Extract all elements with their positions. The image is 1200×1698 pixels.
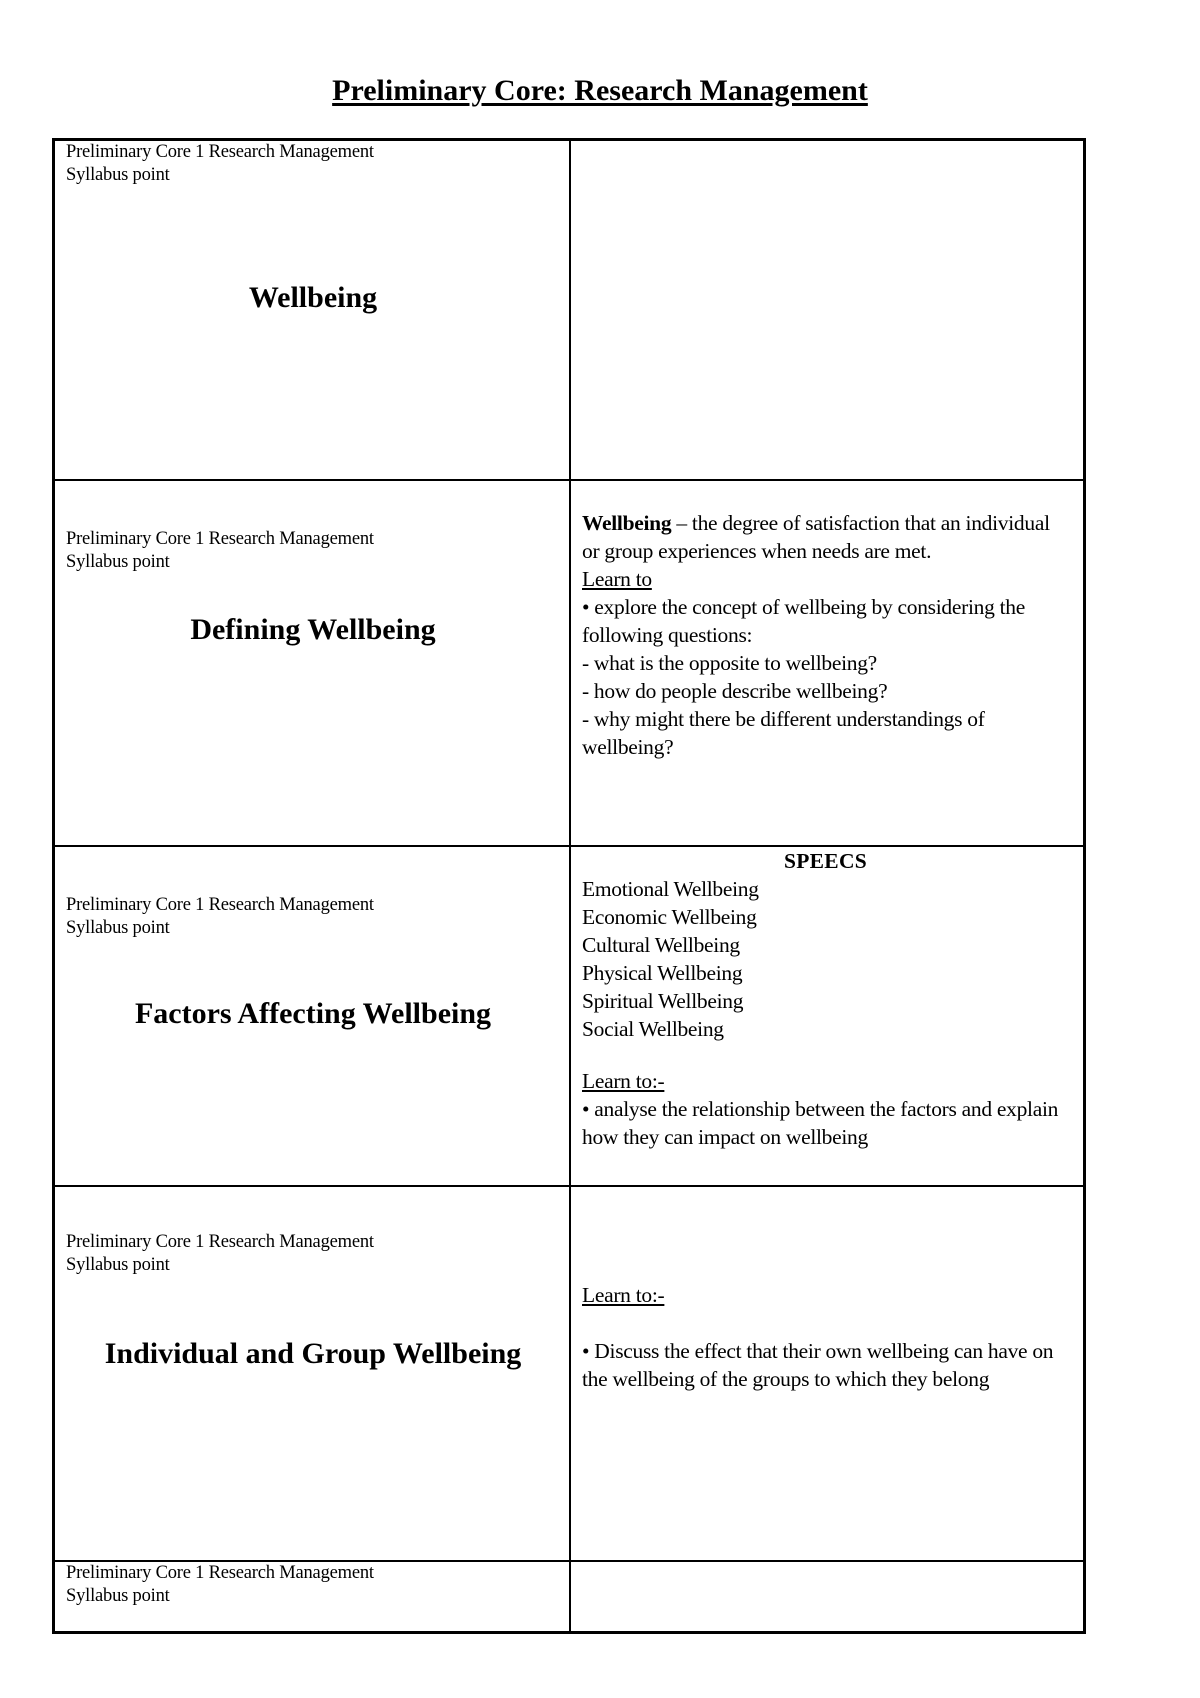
- content-cell: [571, 847, 1083, 1187]
- syllabus-label: [66, 528, 374, 574]
- syllabus-point-label: Syllabus point: [66, 165, 170, 185]
- topic-heading: Factors Affecting Wellbeing: [134, 997, 492, 1030]
- syllabus-point-cell: [55, 481, 571, 847]
- definition: [582, 509, 1069, 565]
- syllabus-label: [66, 1562, 374, 1608]
- syllabus-point-cell: [55, 1187, 571, 1562]
- topic-heading: Individual and Group Wellbeing: [104, 1337, 522, 1370]
- learn-to-heading-text: Learn to:-: [582, 1283, 665, 1307]
- course-label: Preliminary Core 1 Research Management: [66, 1563, 374, 1583]
- question-item: - why might there be different understandings of wellbeing?: [582, 707, 985, 759]
- content-cell: [571, 1187, 1083, 1562]
- factors-content: [582, 847, 1069, 1151]
- factor-item: Physical Wellbeing: [582, 961, 743, 985]
- syllabus-label: [66, 1231, 374, 1277]
- definition-text: – the degree of satisfaction that an individual or group experiences when needs are met.: [582, 511, 1050, 563]
- learn-to-heading: [582, 1067, 1069, 1095]
- syllabus-point-label: Syllabus point: [66, 1255, 170, 1275]
- topic-heading: Defining Wellbeing: [190, 613, 436, 646]
- factor-item: Emotional Wellbeing: [582, 877, 759, 901]
- course-label: Preliminary Core 1 Research Management: [66, 895, 374, 915]
- course-label: Preliminary Core 1 Research Management: [66, 1232, 374, 1252]
- learn-to-bullet: • analyse the relationship between the factors and explain how they can impact on wellbeing: [582, 1097, 1059, 1149]
- syllabus-table: [52, 138, 1086, 1634]
- learn-to-bullet: • Discuss the effect that their own wellbeing can have on the wellbeing of the groups to which they belong: [582, 1339, 1054, 1391]
- course-label: Preliminary Core 1 Research Management: [66, 529, 374, 549]
- factor-item: Social Wellbeing: [582, 1017, 724, 1041]
- learn-to-heading: Learn to: [582, 567, 652, 591]
- content-cell: [571, 1562, 1083, 1631]
- speecs-heading: SPEECS: [783, 849, 868, 873]
- topic-heading: Wellbeing: [248, 281, 378, 314]
- content-cell: [571, 481, 1083, 847]
- learn-to-heading: [582, 1281, 1069, 1309]
- definition-term: Wellbeing: [582, 511, 672, 535]
- syllabus-point-cell: [55, 847, 571, 1187]
- syllabus-point-label: Syllabus point: [66, 918, 170, 938]
- factor-item: Spiritual Wellbeing: [582, 989, 744, 1013]
- learn-to-heading-text: Learn to:-: [582, 1069, 665, 1093]
- syllabus-point-cell: [55, 1562, 571, 1631]
- learn-to-bullet: • explore the concept of wellbeing by considering the following questions:: [582, 595, 1025, 647]
- content-cell: [571, 141, 1083, 481]
- page-title: Preliminary Core: Research Management: [332, 74, 868, 107]
- syllabus-label: [66, 894, 374, 940]
- question-item: - what is the opposite to wellbeing?: [582, 651, 877, 675]
- syllabus-point-label: Syllabus point: [66, 552, 170, 572]
- question-item: - how do people describe wellbeing?: [582, 679, 888, 703]
- syllabus-label: [66, 141, 374, 187]
- factor-item: Cultural Wellbeing: [582, 933, 740, 957]
- factor-item: Economic Wellbeing: [582, 905, 757, 929]
- syllabus-point-cell: [55, 141, 571, 481]
- syllabus-point-label: Syllabus point: [66, 1586, 170, 1606]
- course-label: Preliminary Core 1 Research Management: [66, 142, 374, 162]
- learn-to-content: [582, 1281, 1069, 1393]
- definition-content: [582, 509, 1069, 761]
